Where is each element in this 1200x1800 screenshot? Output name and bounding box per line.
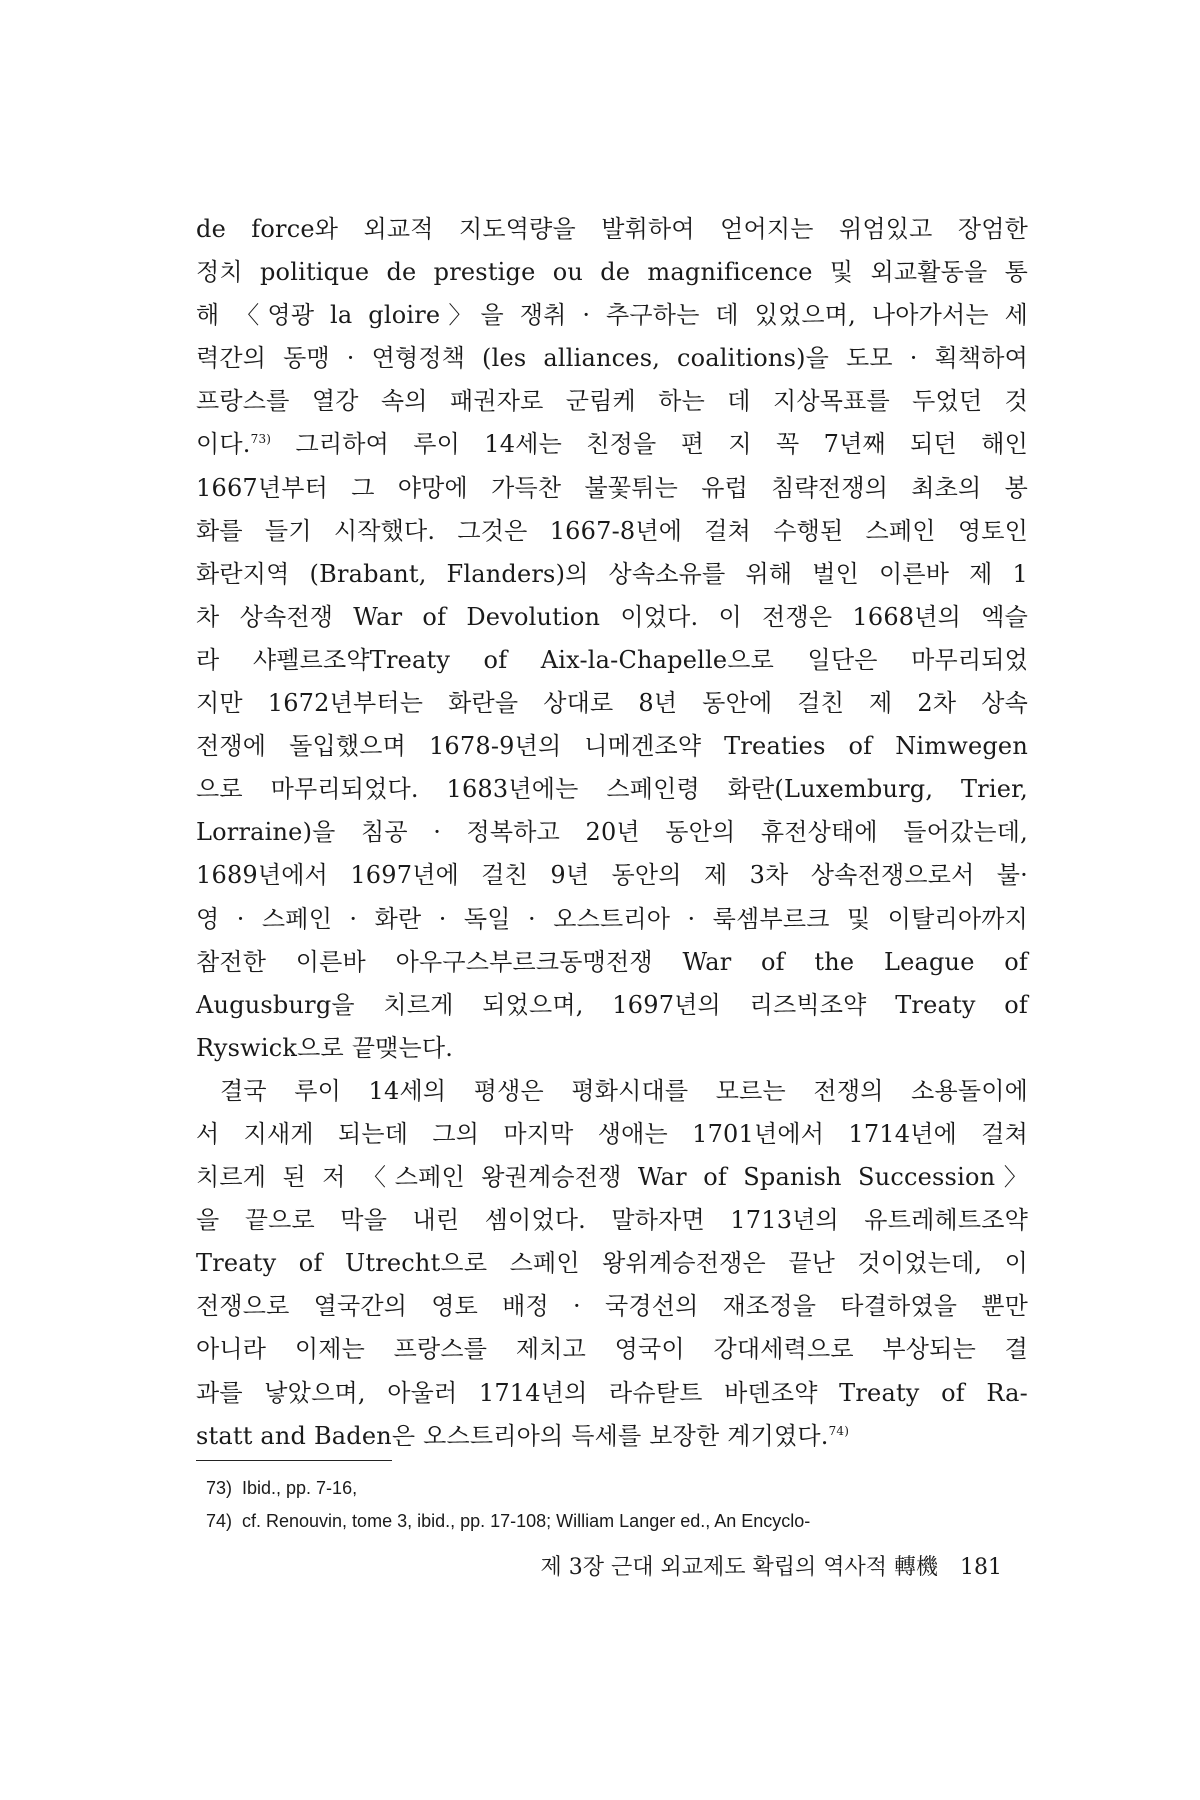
body-text	[196, 208, 1028, 1458]
page-footer	[541, 1550, 1003, 1581]
text-line: 정치 politique de prestige ou de magnificence 및 외교활동을 통	[196, 258, 1028, 287]
text-line: 아니라 이제는 프랑스를 제치고 영국이 강대세력으로 부상되는 결	[196, 1335, 1028, 1364]
text-line	[196, 1415, 1028, 1458]
paragraph-2	[196, 1070, 1028, 1458]
text-line: 영 · 스페인 · 화란 · 독일 · 오스트리아 · 룩셈부르크 및 이탈리아까지	[196, 904, 1028, 933]
text-line: 결국 루이 14세의 평생은 평화시대를 모르는 전쟁의 소용돌이에	[220, 1076, 1028, 1105]
footnote-74	[196, 1505, 1056, 1538]
text-line: 으로 마무리되었다. 1683년에는 스페인령 화란(Luxemburg, Trier,	[196, 775, 1028, 804]
footnote-number: 74)	[205, 1511, 232, 1531]
line-start: 이다.	[196, 430, 251, 459]
text-line: 참전한 이른바 아우구스부르크동맹전쟁 War of the League of	[196, 947, 1028, 976]
text-line: Lorraine)을 침공 · 정복하고 20년 동안의 휴전상태에 들어갔는데,	[196, 818, 1028, 847]
text-line: 차 상속전쟁 War of Devolution 이었다. 이 전쟁은 1668년의 엑슬	[196, 602, 1028, 631]
footnote-ref-74[interactable]: 74)	[828, 1423, 850, 1438]
text-line: Ryswick으로 끝맺는다.	[196, 1033, 454, 1062]
text-line: 서 지새게 되는데 그의 마지막 생애는 1701년에서 1714년에 걸쳐	[196, 1119, 1028, 1148]
text-line: 1667년부터 그 야망에 가득찬 불꽃튀는 유럽 침략전쟁의 최초의 봉	[196, 473, 1028, 502]
text-line: 력간의 동맹 · 연형정책 (les alliances, coalitions)을 도모 · 획책하여	[196, 344, 1028, 373]
text-line: 전쟁에 돌입했으며 1678-9년의 니메겐조약 Treaties of Nimwegen	[196, 732, 1028, 761]
text-line: 1689년에서 1697년에 걸친 9년 동안의 제 3차 상속전쟁으로서 불·	[196, 861, 1028, 890]
text-line: 전쟁으로 열국간의 영토 배정 · 국경선의 재조정을 타결하였을 뿐만	[196, 1292, 1028, 1321]
footnote-text: cf. Renouvin, tome 3, ibid., pp. 17-108; William Langer ed., An Encyclo-	[242, 1511, 811, 1531]
text-line: 지만 1672년부터는 화란을 상대로 8년 동안에 걸친 제 2차 상속	[196, 689, 1028, 718]
text-line: 화를 들기 시작했다. 그것은 1667-8년에 걸쳐 수행된 스페인 영토인	[196, 516, 1028, 545]
text-line	[196, 423, 1028, 466]
footnotes	[196, 1472, 1056, 1538]
footnote-divider	[196, 1460, 392, 1461]
text-line: 프랑스를 열강 속의 패권자로 군림케 하는 데 지상목표를 두었던 것	[196, 387, 1028, 416]
paragraph-1	[196, 208, 1028, 1070]
text-line: 화란지역 (Brabant, Flanders)의 상속소유를 위해 벌인 이른바 제 1	[196, 559, 1028, 588]
footnote-ref-73[interactable]: 73)	[250, 432, 272, 447]
running-title: 제 3장 근대 외교제도 확립의 역사적 轉機	[540, 1555, 938, 1580]
text-line: 치르게 된 저 〈스페인 왕권계승전쟁 War of Spanish Succession〉	[196, 1163, 1028, 1192]
text-line: 과를 낳았으며, 아울러 1714년의 라슈탇트 바덴조약 Treaty of Ra-	[196, 1378, 1028, 1407]
text-line: 라 샤펠르조약Treaty of Aix-la-Chapelle으로 일단은 마무리되었	[196, 645, 1028, 674]
text-line: Treaty of Utrecht으로 스페인 왕위계승전쟁은 끝난 것이었는데, 이	[196, 1249, 1028, 1278]
page-number: 181	[960, 1555, 1002, 1580]
footnote-73	[196, 1472, 1056, 1505]
footnote-text: Ibid., pp. 7-16,	[242, 1478, 358, 1498]
line-end: 그리하여 루이 14세는 친정을 편 지 꼭 7년째 되던 해인	[271, 430, 1028, 459]
line-text: statt and Baden은 오스트리아의 득세를 보장한 계기였다.	[196, 1421, 829, 1450]
text-line: Augusburg을 치르게 되었으며, 1697년의 리즈빅조약 Treaty of	[196, 990, 1028, 1019]
text-line: 해 〈영광 la gloire〉을 쟁취 · 추구하는 데 있었으며, 나아가서는 세	[196, 301, 1028, 330]
text-line: de force와 외교적 지도역량을 발휘하여 얻어지는 위엄있고 장엄한	[196, 215, 1028, 243]
text-line: 을 끝으로 막을 내린 셈이었다. 말하자면 1713년의 유트레헤트조약	[196, 1206, 1028, 1235]
footnote-number: 73)	[205, 1478, 232, 1498]
